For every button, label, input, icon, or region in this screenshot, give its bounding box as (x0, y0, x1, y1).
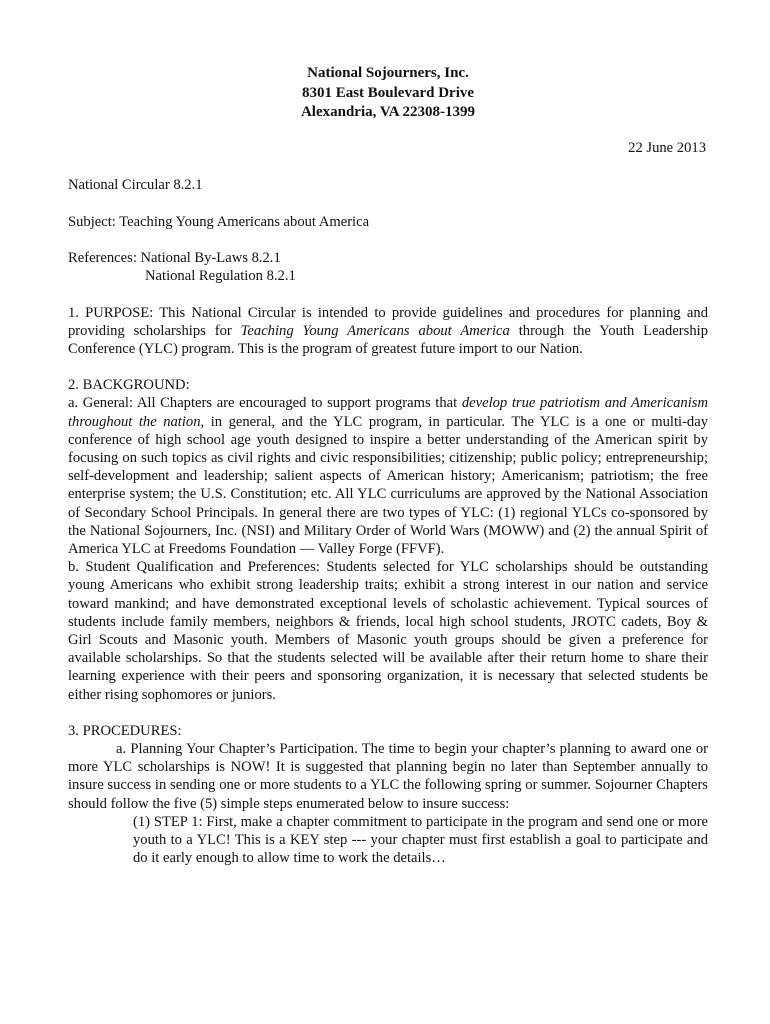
procedures-heading: 3. PROCEDURES: (68, 722, 182, 739)
reference-bylaws: References: National By-Laws 8.2.1 (68, 250, 281, 267)
procedures-step-1: (1) STEP 1: First, make a chapter commitment to participate in the program and send one or more youth to a YLC! This is a KEY step --- your chapter must first establish a goal to participate and do it early enough to allow time to work the details… (133, 813, 708, 867)
letterhead (68, 64, 708, 123)
references (68, 249, 708, 285)
circular-number: National Circular 8.2.1 (68, 176, 203, 193)
reference-regulation: National Regulation 8.2.1 (145, 268, 296, 285)
purpose-paragraph (68, 304, 708, 359)
subject-line: Subject: Teaching Young Americans about America (68, 213, 370, 230)
general-tail: , in general, and the YLC program, in particular. The YLC is a one or multi-day conference of high school age youth designed to inspire a better understanding of the American spirit by focusing on such topics as civil rights and civic responsibilities; citizenship; public policy; entrepreneurship; self-development and leadership; salient aspects of American history; Americanism; patriotism; the free enterprise system; the U.S. Constitution; etc. All YLC curriculums are approved by the National Association of Secondary School Principals. In general there are two types of YLC: (1) regional YLCs co-sponsored by the National Sojourners, Inc. (NSI) and Military Order of World Wars (MOWW) and (2) the annual Spirit of America YLC at Freedoms Foundation — Valley Forge (FFVF). (68, 413, 709, 557)
background-heading: 2. BACKGROUND: (68, 377, 190, 394)
document-date: 22 June 2013 (628, 139, 706, 156)
letterhead-street: 8301 East Boulevard Drive (301, 84, 475, 101)
background-student: b. Student Qualification and Preferences: Students selected for YLC scholarships should be outstanding young Americans who exhibit strong leadership traits; exhibit a strong interest in our nation and service toward mankind; and have demonstrated exceptional levels of scholastic achievement. Typical sources of students include family members, neighbors & friends, local high school students, JROTC cadets, Boy & Girl Scouts and Masonic youth. Members of Masonic youth groups should be given a preference for available scholarships. So that the students selected will be available after their return home to share their learning experience with their peers and sponsoring organization, it is necessary that selected students be either rising sophomores or juniors. (68, 559, 708, 703)
general-lead: a. General: All Chapters are encouraged to support programs that (68, 395, 462, 412)
letterhead-city: Alexandria, VA 22308-1399 (300, 104, 476, 120)
document-page (68, 64, 708, 867)
purpose-tail: through the Youth Leadership Conference (YLC) program. This is the program of greatest future import to our Nation. (68, 322, 708, 357)
procedures-planning: a. Planning Your Chapter’s Participation. The time to begin your chapter’s planning to award one or more YLC scholarships is NOW! It is suggested that planning begin no later than September annually to insure success in sending one or more students to a YLC the following spring or summer. Sojourner Chapters should follow the five (5) simple steps enumerated below to insure success: (68, 740, 708, 812)
letterhead-org: National Sojourners, Inc. (307, 65, 469, 81)
purpose-lead: 1. PURPOSE: This National Circular is intended to provide guidelines and procedures for planning and providing scholarships for (68, 304, 708, 339)
general-italic: develop true patriotism and Americanism throughout the nation (68, 395, 708, 430)
purpose-italic: Teaching Young Americans about America (240, 322, 510, 339)
background-general (68, 394, 708, 558)
